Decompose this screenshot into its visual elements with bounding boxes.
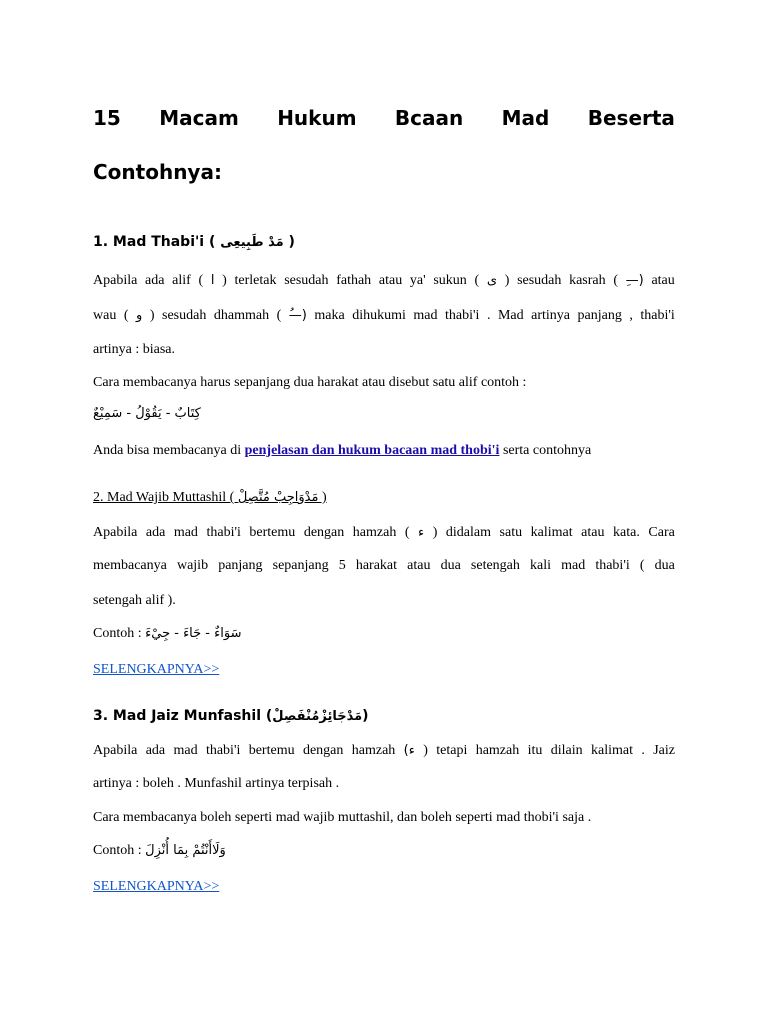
word: atau: [581, 525, 605, 540]
section-1-line-4: Cara membacanya harus sepanjang dua harakat atau disebut satu alif contoh :: [93, 375, 527, 390]
section-1-line-2: [93, 308, 675, 324]
word: ,: [629, 308, 633, 323]
word: atau: [378, 273, 403, 288]
section-2-line-1: [93, 525, 675, 541]
section-3-example: Contoh : وَلَاأَنْتُمْ بِمَا أُنْزِلَ: [93, 843, 226, 858]
document-title-line-1: [93, 106, 675, 130]
title-word: Bcaan: [394, 106, 464, 130]
word: ): [222, 273, 227, 288]
word: kata.: [613, 525, 640, 540]
word: didalam: [445, 525, 492, 540]
word: itu: [527, 743, 543, 758]
word: artinya: [531, 308, 571, 323]
section-1-link[interactable]: penjelasan dan hukum bacaan mad thobi'i: [244, 443, 500, 458]
section-1-read-more: Anda bisa membacanya di penjelasan dan hukum bacaan mad thobi'i serta contohnya: [93, 443, 592, 458]
section-3-heading-arabic: مَدْجَائِزْمُنْفَصِلْ: [272, 709, 363, 724]
word: harakat: [355, 558, 398, 573]
word: ى: [486, 273, 498, 288]
section-1-line-1: [93, 273, 675, 289]
word: ada: [145, 525, 166, 540]
word: ada: [145, 273, 165, 288]
word: sukun: [433, 273, 467, 288]
document-title-line-2: Contohnya:: [93, 160, 222, 184]
section-3-line-1: [93, 743, 675, 759]
word: Apabila: [93, 525, 138, 540]
section-3-line-2: artinya : boleh . Munfashil artinya terpisah .: [93, 776, 340, 791]
word: Mad: [497, 308, 524, 323]
word: terletak: [234, 273, 277, 288]
title-word: 15: [93, 106, 121, 130]
section-1-heading: 1. Mad Thabi'i ( مَدْ طَبِيعِى ): [93, 234, 295, 250]
title-word: Mad: [501, 106, 550, 130]
word: dua: [654, 558, 675, 573]
word: ء: [418, 525, 425, 540]
word: thabi'i: [595, 558, 630, 573]
word: ): [149, 308, 155, 323]
word: satu: [499, 525, 523, 540]
word: sesudah: [162, 308, 207, 323]
word: sesudah: [284, 273, 329, 288]
word: mad: [173, 743, 198, 758]
word: dua: [440, 558, 461, 573]
section-2-more: [93, 660, 219, 678]
word: —ُ): [288, 308, 307, 323]
word: wau: [93, 308, 117, 323]
section-3-heading: 3. Mad Jaiz Munfashil (مَدْجَائِزْمُنْفَصِلْ): [93, 708, 369, 724]
word: kalimat: [590, 743, 633, 758]
word: dihukumi: [352, 308, 406, 323]
word: ): [432, 525, 438, 540]
word: (: [276, 308, 282, 323]
word: dilain: [550, 743, 583, 758]
word: Apabila: [93, 743, 138, 758]
word: (ء: [403, 743, 415, 758]
word: hamzah: [352, 525, 397, 540]
word: Jaiz: [653, 743, 675, 758]
word: atau: [407, 558, 431, 573]
word: (: [613, 273, 618, 288]
word: kali: [530, 558, 551, 573]
title-word: Macam: [159, 106, 239, 130]
section-3-more: [93, 877, 219, 895]
word: panjang: [218, 558, 263, 573]
word: (: [474, 273, 480, 288]
section-3-more-link[interactable]: SELENGKAPNYA>>: [93, 879, 220, 894]
word: dhammah: [213, 308, 270, 323]
word: thabi'i: [640, 308, 675, 323]
word: wajib: [176, 558, 209, 573]
word: bertemu: [248, 743, 295, 758]
word: atau: [651, 273, 675, 288]
word: hamzah: [475, 743, 520, 758]
word: mad: [413, 308, 438, 323]
word: ): [504, 273, 510, 288]
word: kasrah: [569, 273, 606, 288]
word: mad: [173, 525, 198, 540]
word: hamzah: [351, 743, 396, 758]
section-3-line-3: Cara membacanya boleh seperti mad wajib muttashil, dan boleh seperti mad thobi'i saja .: [93, 810, 592, 825]
word: (: [404, 525, 410, 540]
word: (: [198, 273, 204, 288]
section-2-line-2: [93, 558, 675, 574]
word: dengan: [302, 743, 344, 758]
section-1-examples: كِتَابٌ - يَقُوْلُ - سَمِيْعٌ: [93, 406, 201, 421]
section-1-line-3: artinya : biasa.: [93, 342, 176, 357]
title-word: Beserta: [587, 106, 675, 130]
word: ada: [145, 743, 166, 758]
word: Apabila: [93, 273, 138, 288]
section-1-heading-arabic: مَدْ طَبِيعِى: [220, 235, 284, 250]
word: dengan: [303, 525, 345, 540]
word: membacanya: [93, 558, 167, 573]
word: .: [641, 743, 645, 758]
word: (: [123, 308, 129, 323]
title-word: Hukum: [277, 106, 357, 130]
word: thabi'i: [206, 525, 241, 540]
word: 5: [338, 558, 346, 573]
word: bertemu: [249, 525, 296, 540]
word: kalimat: [530, 525, 573, 540]
section-2-example: Contoh : سَوَاءٌ - جَاءَ - جِيْءَ: [93, 626, 242, 641]
word: panjang: [577, 308, 622, 323]
word: fathah: [336, 273, 372, 288]
section-3-example-arabic: وَلَاأَنْتُمْ بِمَا أُنْزِلَ: [145, 843, 226, 858]
word: ا: [210, 273, 215, 288]
section-2-more-link[interactable]: SELENGKAPNYA>>: [93, 662, 220, 677]
word: setengah: [470, 558, 520, 573]
word: .: [486, 308, 491, 323]
section-2-example-arabic: سَوَاءٌ - جَاءَ - جِيْءَ: [145, 626, 242, 641]
word: ): [423, 743, 428, 758]
word: ya': [409, 273, 426, 288]
word: thabi'i: [445, 308, 480, 323]
section-2-heading: 2. Mad Wajib Muttashil ( مَدْوَاجِبْ مُتَّصِلْ ): [93, 490, 327, 505]
word: —ِ): [625, 273, 644, 288]
word: alif: [172, 273, 191, 288]
word: mad: [561, 558, 586, 573]
section-2-heading-arabic: مَدْوَاجِبْ مُتَّصِلْ: [237, 490, 319, 505]
section-2-line-3: setengah alif ).: [93, 593, 176, 608]
word: thabi'i: [205, 743, 241, 758]
word: sepanjang: [272, 558, 329, 573]
word: Cara: [648, 525, 675, 540]
word: و: [136, 308, 143, 323]
word: tetapi: [436, 743, 468, 758]
word: maka: [314, 308, 345, 323]
word: (: [639, 558, 645, 573]
word: sesudah: [517, 273, 562, 288]
